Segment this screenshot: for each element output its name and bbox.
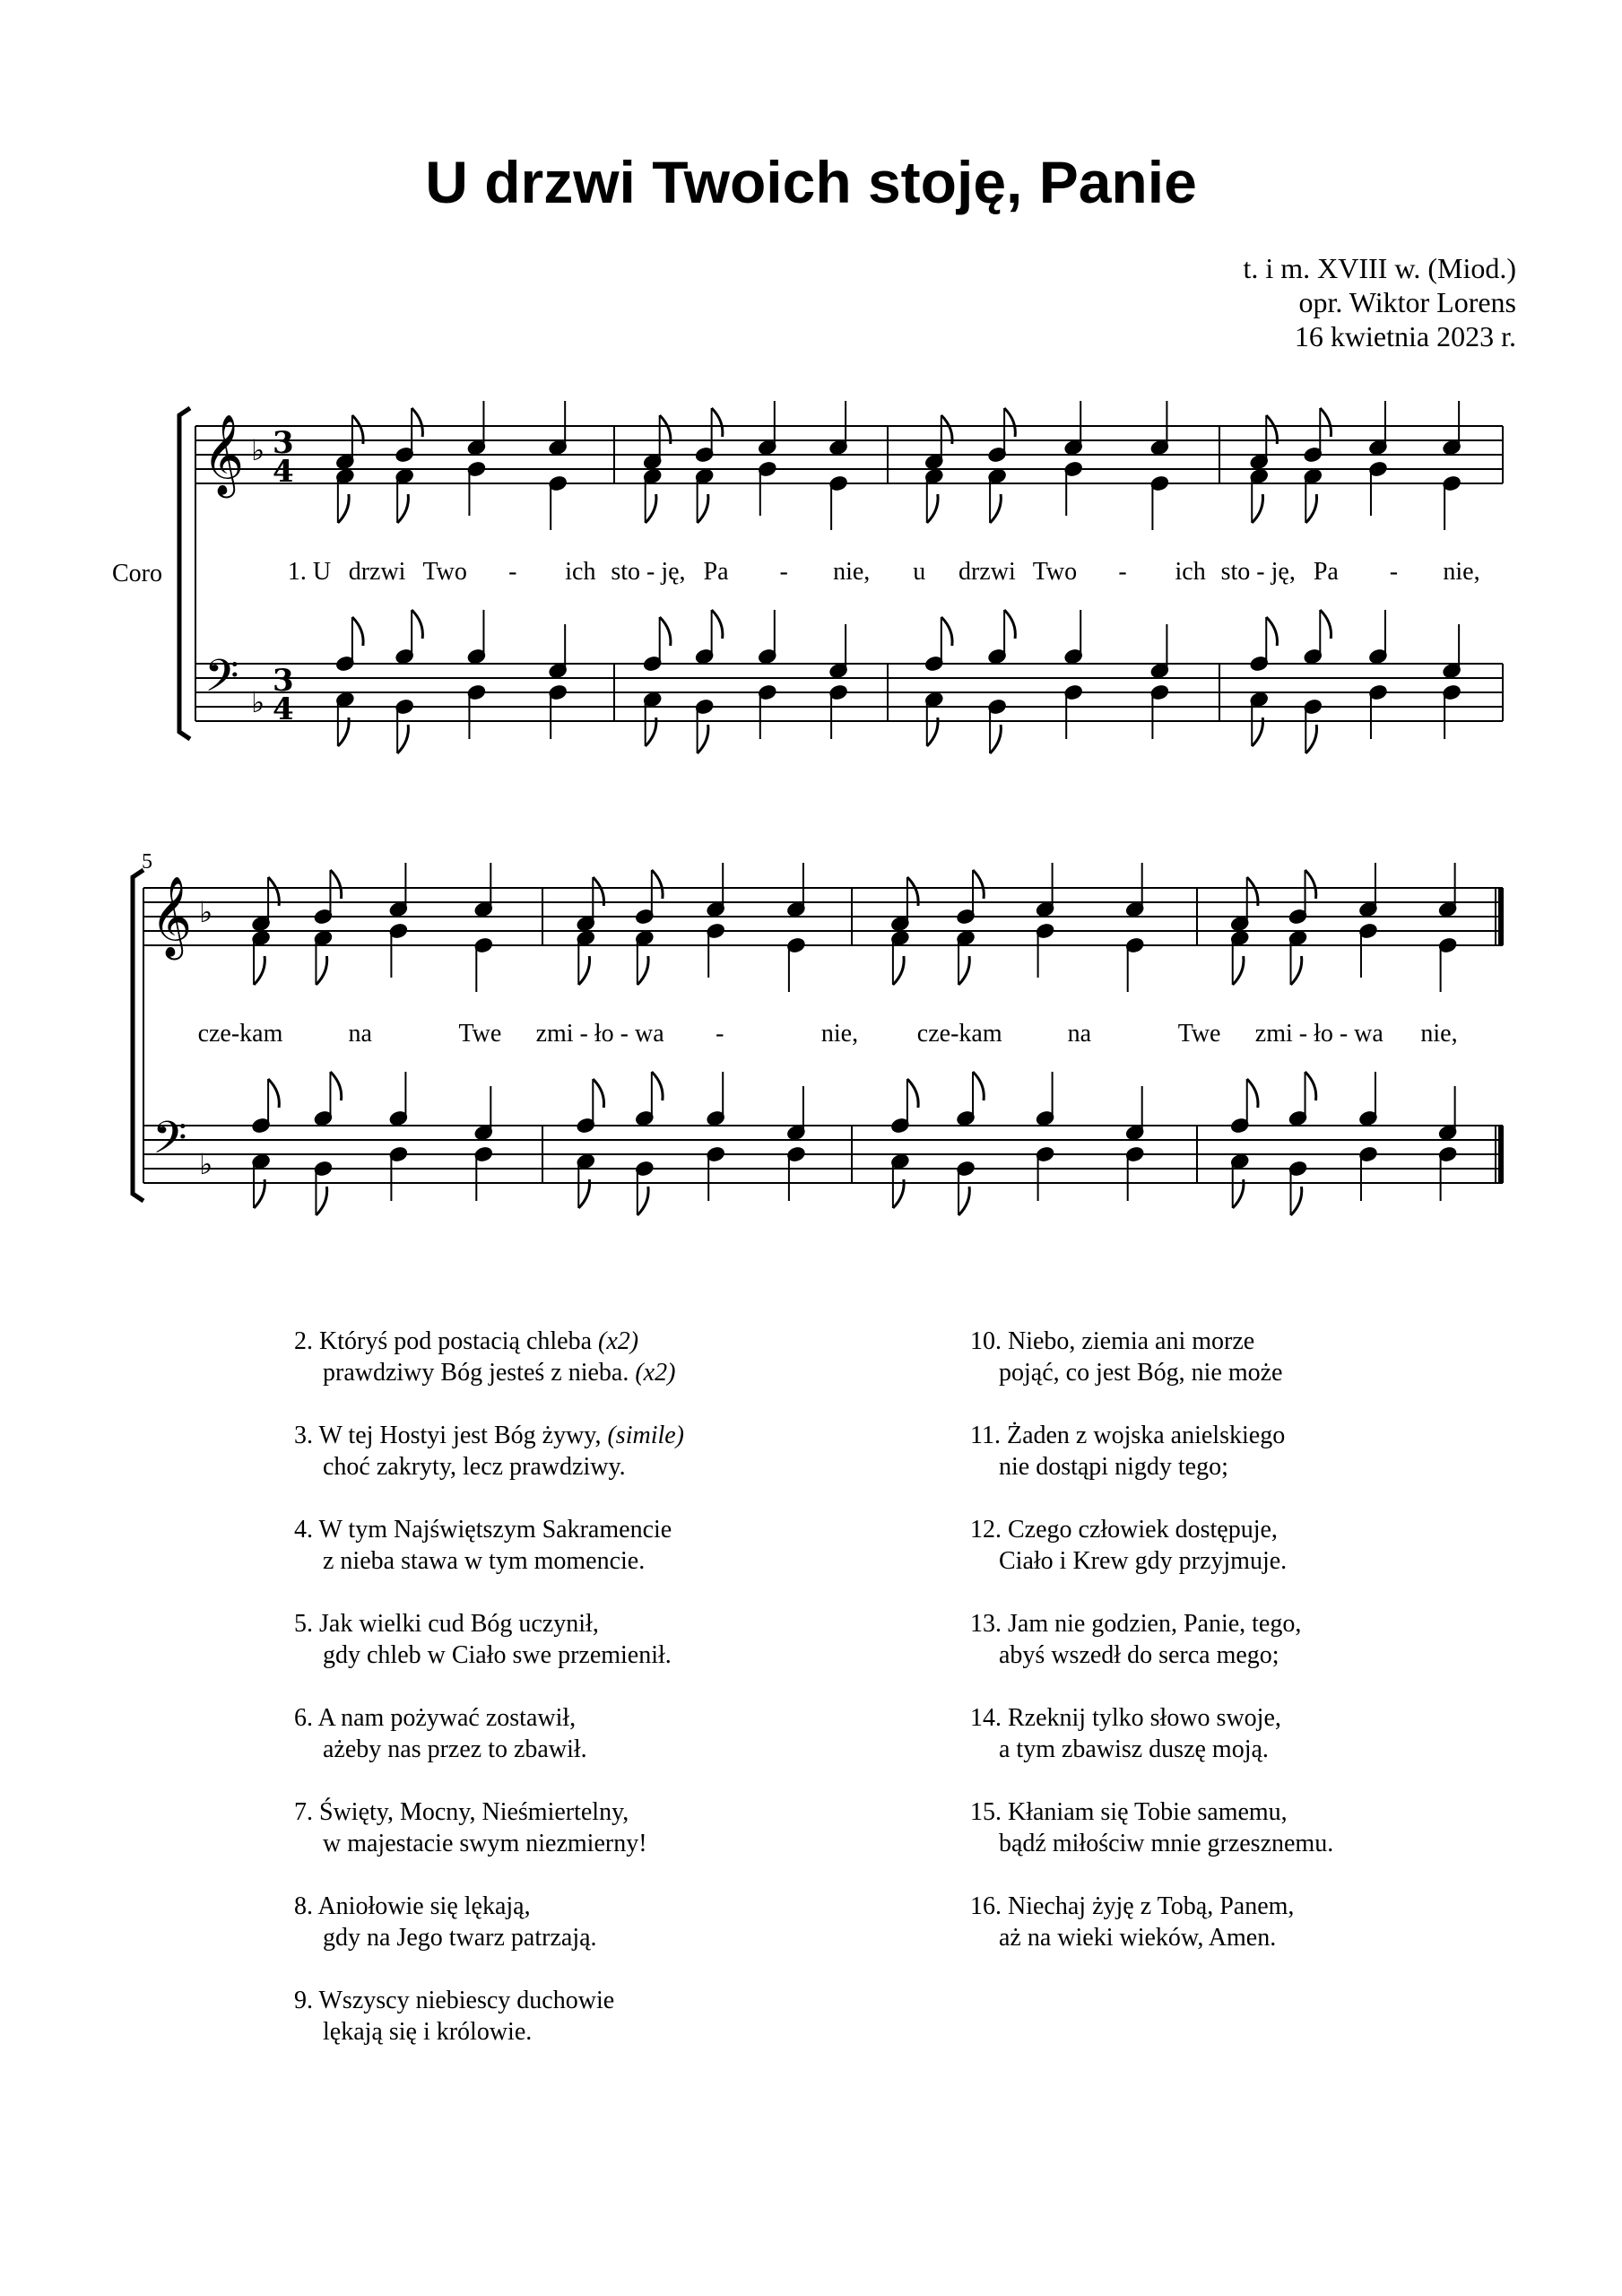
- verse-line-2: lękają się i królowie.: [323, 2018, 533, 2046]
- verse: [970, 1702, 1333, 1765]
- verses-left-column: [294, 1326, 684, 2079]
- credit-arranger: opr. Wiktor Lorens: [1298, 286, 1516, 318]
- verse-line-1: 3. W tej Hostyi jest Bóg żywy, (simile): [294, 1422, 684, 1449]
- verse-line-2: abyś wszedł do serca mego;: [999, 1641, 1279, 1669]
- lyric-syllable: nie,: [820, 1020, 859, 1048]
- verse: [970, 1420, 1333, 1483]
- verse-line-2: pojąć, co jest Bóg, nie może: [999, 1359, 1283, 1387]
- verse-line-1: 15. Kłaniam się Tobie samemu,: [970, 1798, 1288, 1826]
- verse: [294, 1608, 684, 1671]
- note-flag: [1266, 617, 1277, 646]
- note-flag: [712, 610, 723, 639]
- note-flag: [397, 725, 408, 753]
- lyric-syllable: nie,: [1420, 1020, 1458, 1048]
- verse-line-1: 6. A nam pożywać zostawił,: [294, 1704, 577, 1732]
- note-flag: [958, 1187, 969, 1215]
- verse-line-1: 9. Wszyscy niebiescy duchowie: [294, 1987, 615, 2014]
- flat-icon: ♭: [199, 895, 213, 929]
- lyric-syllable: zmi - ło - wa: [1254, 1020, 1383, 1048]
- verse-line-1: 16. Niechaj żyję z Tobą, Panem,: [970, 1892, 1295, 1920]
- verse-line-1: 11. Żaden z wojska anielskiego: [970, 1422, 1286, 1449]
- verse-line-1: 4. W tym Najświętszym Sakramencie: [294, 1516, 672, 1544]
- verse: [970, 1326, 1333, 1388]
- verse-line-2: z nieba stawa w tym momencie.: [323, 1547, 646, 1575]
- verse-line-1: 14. Rzeknij tylko słowo swoje,: [970, 1704, 1281, 1732]
- lyric-syllable: -: [716, 1020, 724, 1048]
- lyric-syllable: Twe: [1177, 1020, 1221, 1048]
- lyric-syllable: Pa: [1313, 558, 1339, 586]
- note-flag: [330, 870, 341, 899]
- note-flag: [973, 1072, 984, 1100]
- note-flag: [412, 610, 422, 639]
- note-flag: [1305, 725, 1316, 753]
- time-signature: 3: [273, 663, 294, 699]
- note-flag: [1320, 610, 1331, 639]
- verse-line-2: w majestacie swym niezmierny!: [323, 1830, 647, 1857]
- lyric-syllable: sto - ję,: [611, 558, 686, 586]
- note-flag: [990, 494, 1001, 523]
- verse: [294, 1985, 684, 2048]
- lyric-syllable: nie,: [833, 558, 871, 586]
- verse: [970, 1796, 1333, 1859]
- system-bracket: [133, 870, 143, 1201]
- note-flag: [1252, 494, 1262, 523]
- note-flag: [1004, 610, 1015, 639]
- bass-clef-icon: 𝄢: [204, 650, 239, 713]
- verse: [294, 1891, 684, 1953]
- measure-number: 5: [142, 850, 152, 874]
- note-flag: [927, 494, 938, 523]
- note-flag: [990, 725, 1001, 753]
- flat-icon: ♭: [199, 1147, 213, 1181]
- note-flag: [1291, 1187, 1302, 1215]
- note-flag: [638, 1187, 648, 1215]
- note-flag: [646, 494, 656, 523]
- note-flag: [698, 494, 708, 523]
- note-flag: [330, 1072, 341, 1100]
- verse-line-2: Ciało i Krew gdy przyjmuje.: [999, 1547, 1288, 1575]
- verse: [970, 1514, 1333, 1577]
- repeat-note: (x2): [635, 1359, 676, 1387]
- note-flag: [352, 617, 363, 646]
- lyric-syllable: na: [1067, 1020, 1092, 1048]
- repeat-note: (x2): [598, 1327, 639, 1355]
- note-flag: [1305, 1072, 1316, 1100]
- note-flag: [578, 956, 589, 985]
- note-flag: [1320, 408, 1331, 437]
- verse-line-1: 7. Święty, Mocny, Nieśmiertelny,: [294, 1798, 629, 1826]
- note-flag: [1305, 494, 1316, 523]
- treble-clef-icon: 𝄞: [151, 876, 193, 957]
- verse-line-1: 2. Któryś pod postacią chleba (x2): [294, 1327, 639, 1355]
- verse-line-1: 10. Niebo, ziemia ani morze: [970, 1327, 1255, 1355]
- lyric-syllable: na: [348, 1020, 372, 1048]
- notes: [251, 401, 1461, 1215]
- note-flag: [412, 408, 422, 437]
- bass-clef-icon: 𝄢: [152, 1112, 187, 1175]
- verse-line-2: ażeby nas przez to zbawił.: [323, 1735, 587, 1763]
- lyric-syllable: cze-kam: [916, 1020, 1002, 1048]
- verse-line-2: bądź miłościw mnie grzesznemu.: [999, 1830, 1334, 1857]
- verse: [294, 1796, 684, 1859]
- verses-right-column: [970, 1326, 1333, 1985]
- credit-date: 16 kwietnia 2023 r.: [1294, 320, 1516, 352]
- note-flag: [712, 408, 723, 437]
- lyric-syllable: 1. U: [287, 558, 332, 586]
- note-flag: [397, 494, 408, 523]
- note-flag: [1233, 956, 1244, 985]
- lyric-syllable: u: [913, 558, 926, 586]
- lyric-syllable: -: [508, 558, 517, 586]
- treble-clef-icon: 𝄞: [203, 414, 245, 495]
- flat-icon: ♭: [251, 685, 265, 719]
- time-signature: 3: [273, 425, 294, 461]
- lyric-syllable: ich: [1175, 558, 1206, 586]
- note-flag: [268, 1079, 279, 1108]
- verse-line-2: a tym zbawisz duszę moją.: [999, 1735, 1269, 1763]
- verse-line-2: prawdziwy Bóg jesteś z nieba. (x2): [323, 1359, 676, 1387]
- note-flag: [638, 956, 648, 985]
- note-flag: [698, 725, 708, 753]
- note-flag: [1004, 408, 1015, 437]
- verse: [294, 1326, 684, 1388]
- lyric-syllable: -: [1118, 558, 1127, 586]
- note-flag: [973, 870, 984, 899]
- note-flag: [893, 956, 904, 985]
- credit-origin: t. i m. XVIII w. (Miod.): [1243, 252, 1516, 284]
- lyric-syllable: -: [1389, 558, 1399, 586]
- lyric-syllable: zmi - ło - wa: [535, 1020, 664, 1048]
- verse-line-1: 12. Czego człowiek dostępuje,: [970, 1516, 1278, 1544]
- lyric-syllable: drzwi: [348, 558, 406, 586]
- verse-line-2: nie dostąpi nigdy tego;: [999, 1453, 1228, 1481]
- note-flag: [907, 1079, 918, 1108]
- flat-icon: ♭: [251, 433, 265, 467]
- note-flag: [958, 956, 969, 985]
- lyric-syllable: -: [779, 558, 788, 586]
- time-signature: 4: [273, 454, 294, 490]
- verse-line-2: gdy na Jego twarz patrzają.: [323, 1924, 597, 1952]
- verse: [294, 1420, 684, 1483]
- lyrics-system-1: [288, 558, 1480, 586]
- lyric-syllable: Two: [422, 558, 467, 586]
- lyric-syllable: ich: [565, 558, 596, 586]
- note-flag: [338, 494, 349, 523]
- verse-line-2: aż na wieki wieków, Amen.: [999, 1924, 1277, 1952]
- verse-line-2: choć zakryty, lecz prawdziwy.: [323, 1453, 626, 1481]
- verse: [970, 1891, 1333, 1953]
- instrument-label: Coro: [112, 560, 162, 587]
- verse: [970, 1608, 1333, 1671]
- note-flag: [941, 617, 952, 646]
- lyric-syllable: Pa: [703, 558, 729, 586]
- time-signature: 4: [273, 691, 294, 727]
- song-title: U drzwi Twoich stoję, Panie: [425, 149, 1197, 215]
- note-flag: [316, 1187, 326, 1215]
- note-flag: [316, 956, 326, 985]
- lyrics-system-2: [198, 1020, 1458, 1048]
- system-bracket: [179, 408, 190, 739]
- lyric-syllable: cze-kam: [197, 1020, 283, 1048]
- note-flag: [652, 1072, 663, 1100]
- lyric-syllable: nie,: [1443, 558, 1480, 586]
- note-flag: [660, 617, 671, 646]
- verse-line-1: 5. Jak wielki cud Bóg uczynił,: [294, 1610, 599, 1638]
- lyric-syllable: drzwi: [958, 558, 1016, 586]
- note-flag: [1291, 956, 1302, 985]
- lyric-syllable: Two: [1032, 558, 1078, 586]
- note-flag: [593, 1079, 603, 1108]
- note-flag: [254, 956, 265, 985]
- lyric-syllable: Twe: [458, 1020, 502, 1048]
- repeat-note: (simile): [607, 1422, 684, 1449]
- verse-line-1: 8. Aniołowie się lękają,: [294, 1892, 531, 1920]
- lyric-syllable: sto - ję,: [1220, 558, 1296, 586]
- note-flag: [652, 870, 663, 899]
- verse: [294, 1514, 684, 1577]
- verse: [294, 1702, 684, 1765]
- note-flag: [1247, 1079, 1258, 1108]
- note-flag: [1305, 870, 1316, 899]
- verse-line-1: 13. Jam nie godzien, Panie, tego,: [970, 1610, 1302, 1638]
- verse-line-2: gdy chleb w Ciało swe przemienił.: [323, 1641, 672, 1669]
